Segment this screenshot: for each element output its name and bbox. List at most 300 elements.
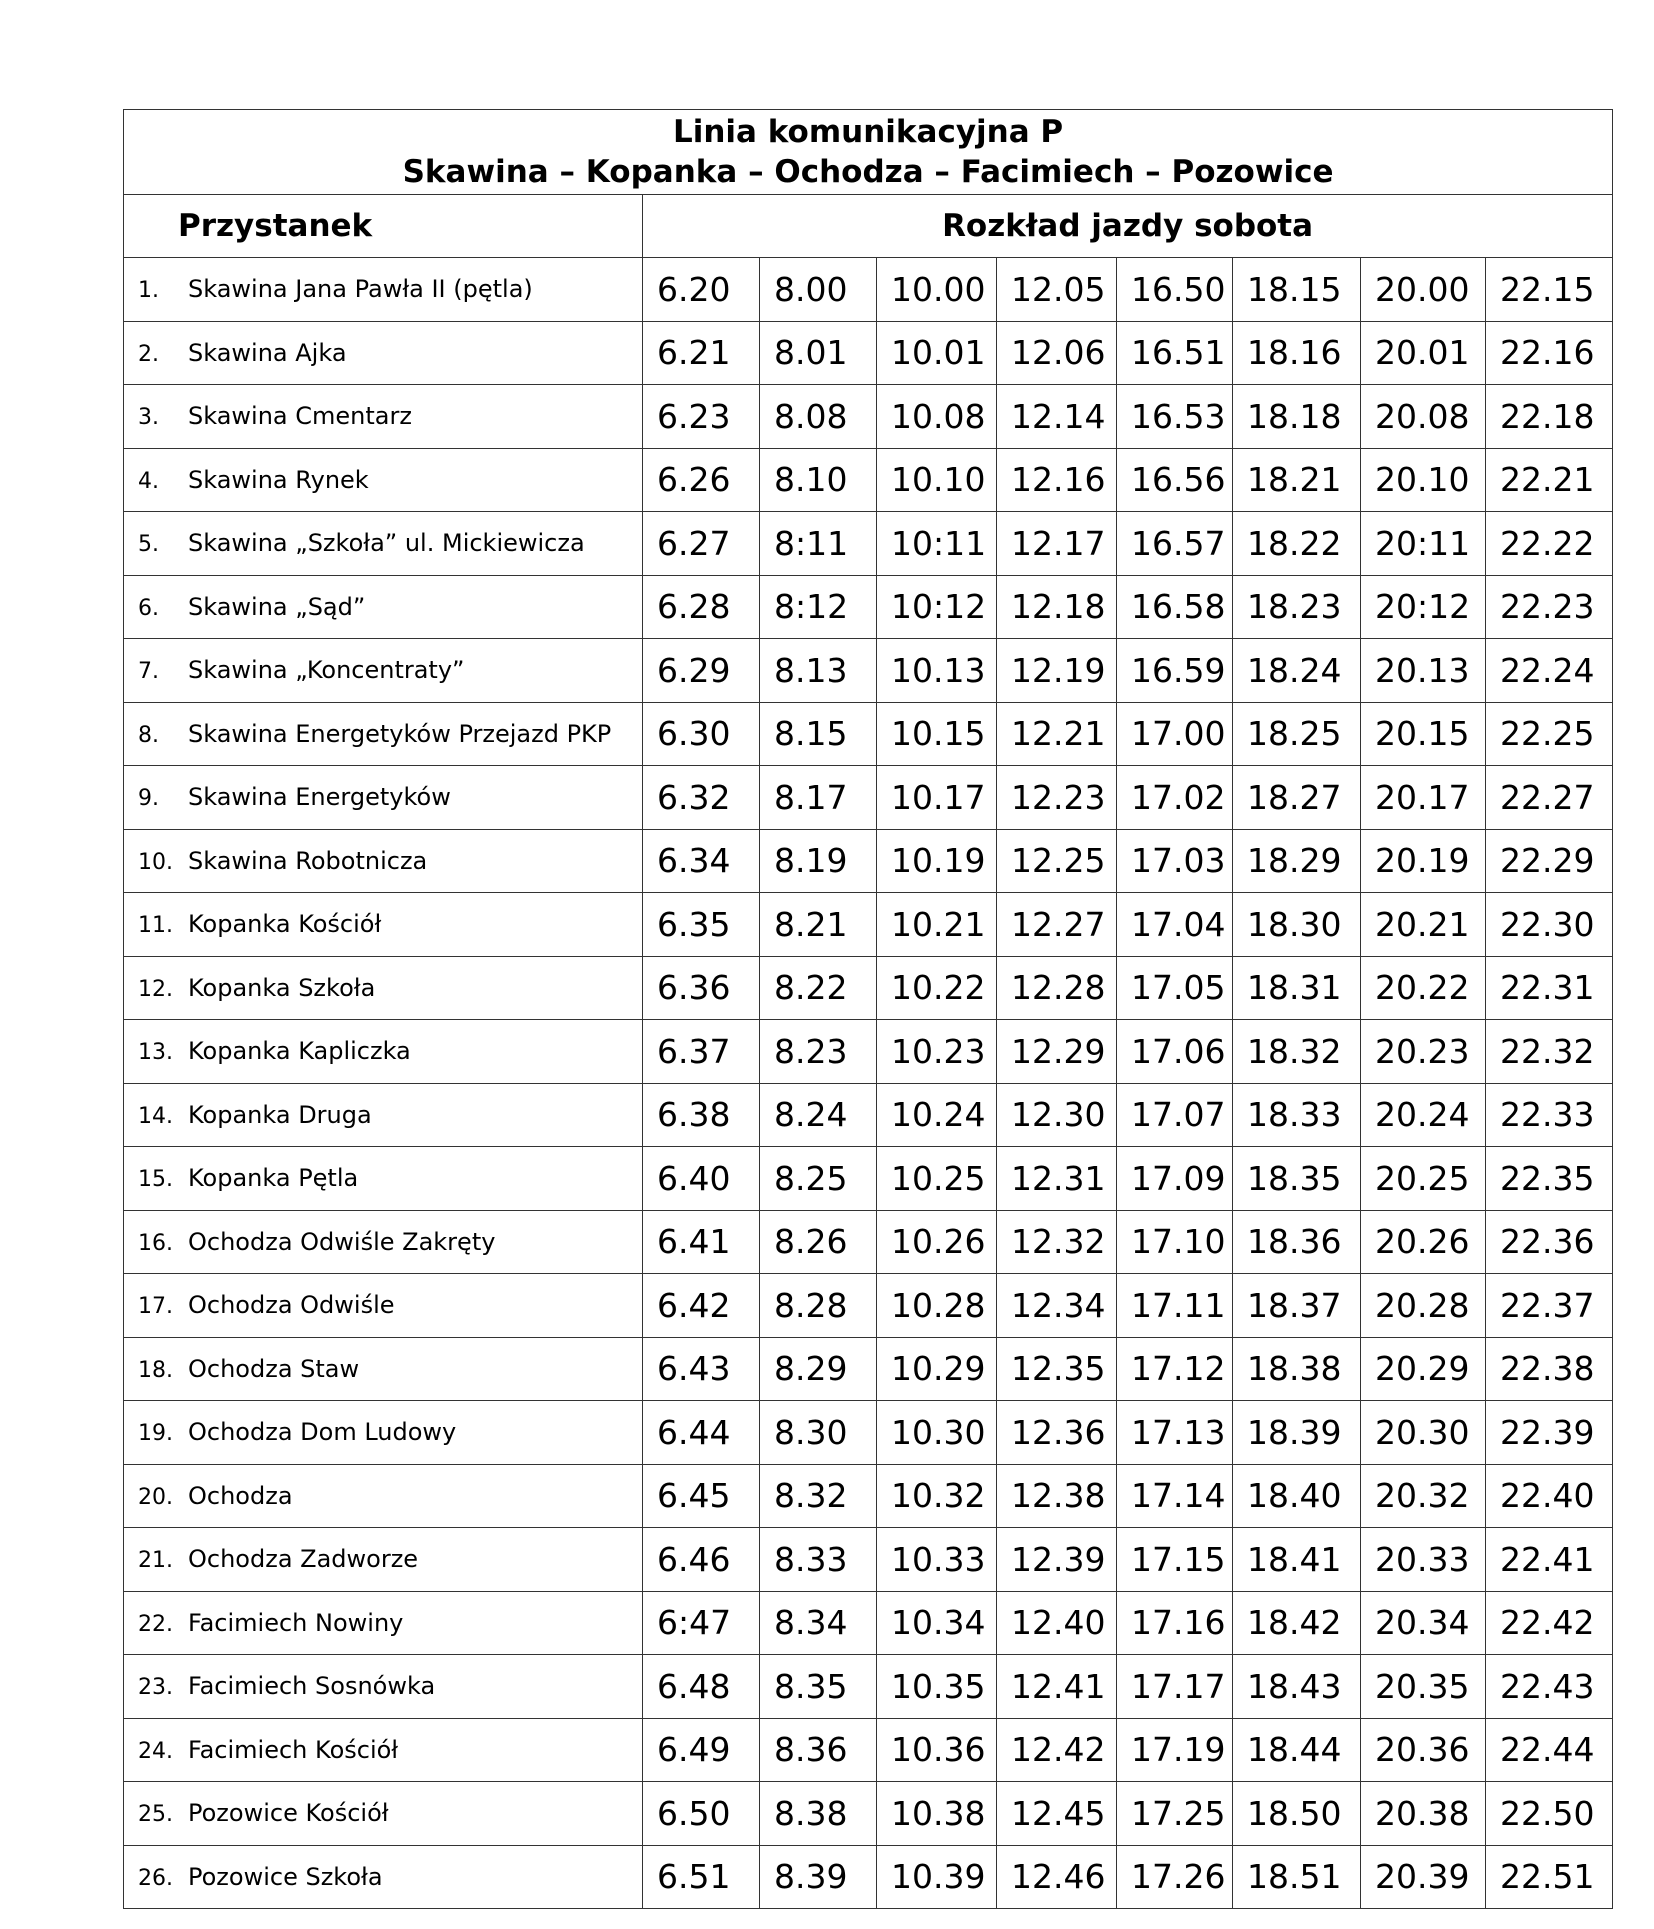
departure-time: 22.25 xyxy=(1486,702,1613,766)
departure-time: 20.17 xyxy=(1361,766,1486,830)
departure-time: 10.01 xyxy=(877,321,997,385)
departure-time: 6.26 xyxy=(643,448,760,512)
stop-name: Skawina „Szkoła” ul. Mickiewicza xyxy=(188,529,585,558)
stop-cell xyxy=(124,1337,643,1401)
stop-name: Skawina Energetyków xyxy=(188,783,451,812)
stop-number: 18. xyxy=(138,1357,173,1383)
departure-time: 8.32 xyxy=(760,1464,877,1528)
departure-time: 10.28 xyxy=(877,1274,997,1338)
departure-time: 17.02 xyxy=(1117,766,1233,830)
title-line-1: Linia komunikacyjna P xyxy=(672,114,1064,150)
departure-time: 20.24 xyxy=(1361,1083,1486,1147)
stop-name: Skawina Energetyków Przejazd PKP xyxy=(188,719,612,748)
departure-time: 18.41 xyxy=(1233,1528,1361,1592)
table-row xyxy=(124,1401,1613,1465)
departure-time: 18.22 xyxy=(1233,512,1361,576)
departure-time: 12.29 xyxy=(997,1020,1117,1084)
stop-name: Kopanka Szkoła xyxy=(188,973,376,1002)
departure-time: 8.24 xyxy=(760,1083,877,1147)
departure-time: 8.35 xyxy=(760,1655,877,1719)
departure-time: 20.38 xyxy=(1361,1782,1486,1846)
departure-time: 8.22 xyxy=(760,956,877,1020)
table-row xyxy=(124,1083,1613,1147)
departure-time: 18.30 xyxy=(1233,893,1361,957)
departure-time: 6.23 xyxy=(643,385,760,449)
departure-time: 16.59 xyxy=(1117,639,1233,703)
departure-time: 12.30 xyxy=(997,1083,1117,1147)
departure-time: 8.39 xyxy=(760,1845,877,1909)
departure-time: 12.05 xyxy=(997,258,1117,322)
departure-time: 22.27 xyxy=(1486,766,1613,830)
departure-time: 12.42 xyxy=(997,1718,1117,1782)
departure-time: 18.27 xyxy=(1233,766,1361,830)
departure-time: 17.06 xyxy=(1117,1020,1233,1084)
departure-time: 12.31 xyxy=(997,1147,1117,1211)
departure-time: 6.50 xyxy=(643,1782,760,1846)
departure-time: 12.36 xyxy=(997,1401,1117,1465)
stop-cell xyxy=(124,766,643,830)
departure-time: 8.29 xyxy=(760,1337,877,1401)
table-row xyxy=(124,1147,1613,1211)
stop-name: Kopanka Kapliczka xyxy=(188,1037,411,1066)
stop-number: 23. xyxy=(138,1675,173,1701)
timetable-body xyxy=(124,258,1613,1909)
departure-time: 20.28 xyxy=(1361,1274,1486,1338)
timetable xyxy=(123,109,1613,1909)
stop-number: 26. xyxy=(138,1865,173,1891)
stop-name: Skawina Robotnicza xyxy=(188,846,428,875)
departure-time: 20.39 xyxy=(1361,1845,1486,1909)
departure-time: 16.53 xyxy=(1117,385,1233,449)
stop-number: 21. xyxy=(138,1548,173,1574)
title-line-2: Skawina – Kopanka – Ochodza – Facimiech – Pozowice xyxy=(402,154,1334,190)
departure-time: 12.18 xyxy=(997,575,1117,639)
departure-time: 6.20 xyxy=(643,258,760,322)
departure-time: 22.30 xyxy=(1486,893,1613,957)
departure-time: 17.11 xyxy=(1117,1274,1233,1338)
table-row xyxy=(124,1337,1613,1401)
departure-time: 22.33 xyxy=(1486,1083,1613,1147)
departure-time: 8.30 xyxy=(760,1401,877,1465)
table-row xyxy=(124,1782,1613,1846)
departure-time: 10.15 xyxy=(877,702,997,766)
departure-time: 22.43 xyxy=(1486,1655,1613,1719)
departure-time: 20.21 xyxy=(1361,893,1486,957)
stop-name: Ochodza Zadworze xyxy=(188,1545,419,1574)
departure-time: 8.17 xyxy=(760,766,877,830)
table-row xyxy=(124,893,1613,957)
departure-time: 16.58 xyxy=(1117,575,1233,639)
stop-cell xyxy=(124,1083,643,1147)
stop-number: 17. xyxy=(138,1294,173,1320)
departure-time: 6.38 xyxy=(643,1083,760,1147)
stop-number: 20. xyxy=(138,1484,173,1510)
departure-time: 22.18 xyxy=(1486,385,1613,449)
stop-name: Skawina Ajka xyxy=(188,338,347,367)
departure-time: 16.50 xyxy=(1117,258,1233,322)
departure-time: 22.35 xyxy=(1486,1147,1613,1211)
stop-number: 9. xyxy=(138,786,159,812)
departure-time: 18.16 xyxy=(1233,321,1361,385)
departure-time: 10.34 xyxy=(877,1591,997,1655)
departure-time: 18.50 xyxy=(1233,1782,1361,1846)
departure-time: 12.35 xyxy=(997,1337,1117,1401)
departure-time: 6.41 xyxy=(643,1210,760,1274)
stop-number: 4. xyxy=(138,468,159,494)
departure-time: 8.25 xyxy=(760,1147,877,1211)
departure-time: 12.38 xyxy=(997,1464,1117,1528)
departure-time: 20:11 xyxy=(1361,512,1486,576)
stop-name: Skawina „Koncentraty” xyxy=(188,656,465,685)
departure-time: 22.36 xyxy=(1486,1210,1613,1274)
departure-time: 17.16 xyxy=(1117,1591,1233,1655)
table-row xyxy=(124,1210,1613,1274)
departure-time: 8.34 xyxy=(760,1591,877,1655)
departure-time: 18.24 xyxy=(1233,639,1361,703)
departure-time: 22.32 xyxy=(1486,1020,1613,1084)
departure-time: 10.33 xyxy=(877,1528,997,1592)
stop-cell xyxy=(124,1401,643,1465)
departure-time: 10.13 xyxy=(877,639,997,703)
departure-time: 22.38 xyxy=(1486,1337,1613,1401)
departure-time: 20.25 xyxy=(1361,1147,1486,1211)
departure-time: 22.31 xyxy=(1486,956,1613,1020)
departure-time: 17.04 xyxy=(1117,893,1233,957)
departure-time: 8.23 xyxy=(760,1020,877,1084)
departure-time: 12.40 xyxy=(997,1591,1117,1655)
departure-time: 6.40 xyxy=(643,1147,760,1211)
departure-time: 6.29 xyxy=(643,639,760,703)
departure-time: 20.15 xyxy=(1361,702,1486,766)
departure-time: 8.19 xyxy=(760,829,877,893)
departure-time: 10.24 xyxy=(877,1083,997,1147)
departure-time: 17.25 xyxy=(1117,1782,1233,1846)
stop-cell xyxy=(124,829,643,893)
departure-time: 12.06 xyxy=(997,321,1117,385)
departure-time: 18.18 xyxy=(1233,385,1361,449)
departure-time: 10.23 xyxy=(877,1020,997,1084)
departure-time: 10.08 xyxy=(877,385,997,449)
column-header-row xyxy=(124,195,1613,258)
departure-time: 18.36 xyxy=(1233,1210,1361,1274)
departure-time: 20.34 xyxy=(1361,1591,1486,1655)
stop-number: 24. xyxy=(138,1738,173,1764)
stop-name: Skawina „Sąd” xyxy=(188,592,366,621)
table-row xyxy=(124,321,1613,385)
departure-time: 20.32 xyxy=(1361,1464,1486,1528)
stop-name: Kopanka Druga xyxy=(188,1100,372,1129)
stop-number: 8. xyxy=(138,722,159,748)
departure-time: 8.13 xyxy=(760,639,877,703)
departure-time: 8.36 xyxy=(760,1718,877,1782)
stop-cell xyxy=(124,956,643,1020)
departure-time: 22.16 xyxy=(1486,321,1613,385)
departure-time: 20.33 xyxy=(1361,1528,1486,1592)
departure-time: 8:12 xyxy=(760,575,877,639)
stop-name: Skawina Rynek xyxy=(188,465,369,494)
departure-time: 17.13 xyxy=(1117,1401,1233,1465)
stop-name: Facimiech Sosnówka xyxy=(188,1672,436,1701)
departure-time: 16.57 xyxy=(1117,512,1233,576)
stop-number: 14. xyxy=(138,1103,173,1129)
departure-time: 6.46 xyxy=(643,1528,760,1592)
departure-time: 10.35 xyxy=(877,1655,997,1719)
table-row xyxy=(124,639,1613,703)
times-column-header: Rozkład jazdy sobota xyxy=(643,195,1613,258)
departure-time: 8.15 xyxy=(760,702,877,766)
stop-cell xyxy=(124,702,643,766)
departure-time: 20.30 xyxy=(1361,1401,1486,1465)
stop-name: Facimiech Kościół xyxy=(188,1735,399,1764)
departure-time: 8.01 xyxy=(760,321,877,385)
departure-time: 20:12 xyxy=(1361,575,1486,639)
departure-time: 10.26 xyxy=(877,1210,997,1274)
stop-name: Facimiech Nowiny xyxy=(188,1608,404,1637)
stop-number: 25. xyxy=(138,1802,173,1828)
departure-time: 10.38 xyxy=(877,1782,997,1846)
table-row xyxy=(124,1591,1613,1655)
table-row xyxy=(124,448,1613,512)
stop-cell xyxy=(124,512,643,576)
stop-number: 12. xyxy=(138,976,173,1002)
departure-time: 6.43 xyxy=(643,1337,760,1401)
stop-name: Ochodza Staw xyxy=(188,1354,360,1383)
departure-time: 6.28 xyxy=(643,575,760,639)
departure-time: 12.25 xyxy=(997,829,1117,893)
stop-number: 22. xyxy=(138,1611,173,1637)
departure-time: 18.21 xyxy=(1233,448,1361,512)
stop-number: 1. xyxy=(138,278,159,304)
stop-cell xyxy=(124,893,643,957)
departure-time: 10.17 xyxy=(877,766,997,830)
departure-time: 18.33 xyxy=(1233,1083,1361,1147)
departure-time: 16.56 xyxy=(1117,448,1233,512)
stop-cell xyxy=(124,1718,643,1782)
departure-time: 6.51 xyxy=(643,1845,760,1909)
departure-time: 18.15 xyxy=(1233,258,1361,322)
departure-time: 20.10 xyxy=(1361,448,1486,512)
departure-time: 6.48 xyxy=(643,1655,760,1719)
departure-time: 17.26 xyxy=(1117,1845,1233,1909)
departure-time: 10.29 xyxy=(877,1337,997,1401)
departure-time: 18.37 xyxy=(1233,1274,1361,1338)
departure-time: 10:12 xyxy=(877,575,997,639)
stop-cell xyxy=(124,1274,643,1338)
stop-cell xyxy=(124,1845,643,1909)
departure-time: 8:11 xyxy=(760,512,877,576)
stop-number: 3. xyxy=(138,405,159,431)
stop-cell xyxy=(124,575,643,639)
table-row xyxy=(124,1464,1613,1528)
stop-number: 13. xyxy=(138,1040,173,1066)
departure-time: 6:47 xyxy=(643,1591,760,1655)
departure-time: 6.35 xyxy=(643,893,760,957)
stop-cell xyxy=(124,1210,643,1274)
table-row xyxy=(124,1274,1613,1338)
table-row xyxy=(124,1655,1613,1719)
departure-time: 18.44 xyxy=(1233,1718,1361,1782)
stop-cell xyxy=(124,258,643,322)
departure-time: 20.36 xyxy=(1361,1718,1486,1782)
departure-time: 8.10 xyxy=(760,448,877,512)
departure-time: 20.22 xyxy=(1361,956,1486,1020)
departure-time: 17.15 xyxy=(1117,1528,1233,1592)
departure-time: 10:11 xyxy=(877,512,997,576)
stop-name: Pozowice Kościół xyxy=(188,1799,389,1828)
departure-time: 22.22 xyxy=(1486,512,1613,576)
departure-time: 20.26 xyxy=(1361,1210,1486,1274)
departure-time: 20.01 xyxy=(1361,321,1486,385)
stop-name: Ochodza Odwiśle Zakręty xyxy=(188,1227,496,1256)
departure-time: 10.39 xyxy=(877,1845,997,1909)
table-row xyxy=(124,702,1613,766)
departure-time: 10.21 xyxy=(877,893,997,957)
departure-time: 6.44 xyxy=(643,1401,760,1465)
stop-cell xyxy=(124,1591,643,1655)
departure-time: 6.45 xyxy=(643,1464,760,1528)
stop-number: 5. xyxy=(138,532,159,558)
departure-time: 20.23 xyxy=(1361,1020,1486,1084)
table-row xyxy=(124,1845,1613,1909)
departure-time: 20.35 xyxy=(1361,1655,1486,1719)
departure-time: 17.00 xyxy=(1117,702,1233,766)
departure-time: 17.12 xyxy=(1117,1337,1233,1401)
departure-time: 18.40 xyxy=(1233,1464,1361,1528)
departure-time: 12.39 xyxy=(997,1528,1117,1592)
stop-number: 11. xyxy=(138,913,173,939)
departure-time: 22.42 xyxy=(1486,1591,1613,1655)
table-title xyxy=(124,110,1613,195)
departure-time: 20.00 xyxy=(1361,258,1486,322)
departure-time: 17.14 xyxy=(1117,1464,1233,1528)
departure-time: 18.23 xyxy=(1233,575,1361,639)
departure-time: 17.05 xyxy=(1117,956,1233,1020)
departure-time: 12.16 xyxy=(997,448,1117,512)
departure-time: 18.29 xyxy=(1233,829,1361,893)
departure-time: 12.34 xyxy=(997,1274,1117,1338)
departure-time: 20.08 xyxy=(1361,385,1486,449)
departure-time: 10.10 xyxy=(877,448,997,512)
stop-column-header: Przystanek xyxy=(124,195,643,258)
departure-time: 12.23 xyxy=(997,766,1117,830)
departure-time: 8.21 xyxy=(760,893,877,957)
departure-time: 6.27 xyxy=(643,512,760,576)
table-row xyxy=(124,512,1613,576)
stop-number: 16. xyxy=(138,1230,173,1256)
stop-cell xyxy=(124,321,643,385)
departure-time: 18.43 xyxy=(1233,1655,1361,1719)
table-row xyxy=(124,956,1613,1020)
departure-time: 6.42 xyxy=(643,1274,760,1338)
departure-time: 10.36 xyxy=(877,1718,997,1782)
departure-time: 8.08 xyxy=(760,385,877,449)
stop-cell xyxy=(124,639,643,703)
stop-cell xyxy=(124,1020,643,1084)
timetable-sheet xyxy=(123,109,1612,1909)
departure-time: 16.51 xyxy=(1117,321,1233,385)
stop-cell xyxy=(124,1528,643,1592)
stop-number: 19. xyxy=(138,1421,173,1447)
departure-time: 12.46 xyxy=(997,1845,1117,1909)
departure-time: 6.36 xyxy=(643,956,760,1020)
departure-time: 20.13 xyxy=(1361,639,1486,703)
departure-time: 17.17 xyxy=(1117,1655,1233,1719)
departure-time: 10.25 xyxy=(877,1147,997,1211)
stop-number: 2. xyxy=(138,341,159,367)
departure-time: 12.32 xyxy=(997,1210,1117,1274)
departure-time: 20.19 xyxy=(1361,829,1486,893)
departure-time: 22.15 xyxy=(1486,258,1613,322)
departure-time: 17.19 xyxy=(1117,1718,1233,1782)
table-row xyxy=(124,1718,1613,1782)
departure-time: 18.25 xyxy=(1233,702,1361,766)
table-row xyxy=(124,575,1613,639)
departure-time: 17.03 xyxy=(1117,829,1233,893)
stop-name: Skawina Jana Pawła II (pętla) xyxy=(188,275,533,304)
departure-time: 17.09 xyxy=(1117,1147,1233,1211)
stop-name: Kopanka Pętla xyxy=(188,1164,359,1193)
departure-time: 12.28 xyxy=(997,956,1117,1020)
table-row xyxy=(124,766,1613,830)
departure-time: 8.26 xyxy=(760,1210,877,1274)
departure-time: 12.17 xyxy=(997,512,1117,576)
departure-time: 6.21 xyxy=(643,321,760,385)
stop-number: 10. xyxy=(138,849,173,875)
stop-name: Pozowice Szkoła xyxy=(188,1862,383,1891)
departure-time: 6.32 xyxy=(643,766,760,830)
stop-number: 6. xyxy=(138,595,159,621)
departure-time: 12.14 xyxy=(997,385,1117,449)
departure-time: 6.37 xyxy=(643,1020,760,1084)
departure-time: 12.41 xyxy=(997,1655,1117,1719)
departure-time: 8.28 xyxy=(760,1274,877,1338)
stop-number: 15. xyxy=(138,1167,173,1193)
stop-name: Ochodza xyxy=(188,1481,293,1510)
departure-time: 18.39 xyxy=(1233,1401,1361,1465)
table-row xyxy=(124,829,1613,893)
stop-name: Skawina Cmentarz xyxy=(188,402,412,431)
departure-time: 12.27 xyxy=(997,893,1117,957)
table-row xyxy=(124,385,1613,449)
departure-time: 18.51 xyxy=(1233,1845,1361,1909)
departure-time: 22.23 xyxy=(1486,575,1613,639)
stop-number: 7. xyxy=(138,659,159,685)
departure-time: 22.39 xyxy=(1486,1401,1613,1465)
stop-name: Kopanka Kościół xyxy=(188,910,382,939)
departure-time: 18.35 xyxy=(1233,1147,1361,1211)
departure-time: 10.00 xyxy=(877,258,997,322)
stop-name: Ochodza Odwiśle xyxy=(188,1291,395,1320)
departure-time: 10.30 xyxy=(877,1401,997,1465)
departure-time: 22.40 xyxy=(1486,1464,1613,1528)
stop-name: Ochodza Dom Ludowy xyxy=(188,1418,457,1447)
departure-time: 12.45 xyxy=(997,1782,1117,1846)
departure-time: 20.29 xyxy=(1361,1337,1486,1401)
departure-time: 12.19 xyxy=(997,639,1117,703)
stop-cell xyxy=(124,385,643,449)
table-row xyxy=(124,1020,1613,1084)
departure-time: 8.38 xyxy=(760,1782,877,1846)
departure-time: 10.19 xyxy=(877,829,997,893)
departure-time: 22.24 xyxy=(1486,639,1613,703)
departure-time: 6.49 xyxy=(643,1718,760,1782)
departure-time: 10.32 xyxy=(877,1464,997,1528)
stop-cell xyxy=(124,1782,643,1846)
departure-time: 22.44 xyxy=(1486,1718,1613,1782)
departure-time: 22.21 xyxy=(1486,448,1613,512)
departure-time: 17.10 xyxy=(1117,1210,1233,1274)
departure-time: 12.21 xyxy=(997,702,1117,766)
